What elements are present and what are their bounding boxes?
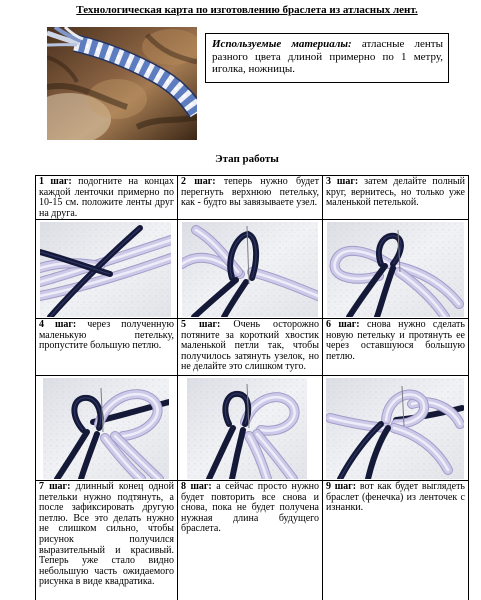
bracelet-photo <box>47 27 197 140</box>
step-1-photo <box>40 222 171 317</box>
step-4-cell <box>35 318 178 376</box>
section-heading: Этап работы <box>215 153 279 165</box>
step-text: теперь нужно будет перегнуть верхнюю петельку, как - будто вы завязываете узел. <box>181 176 319 209</box>
materials-label: Используемые материалы: <box>212 38 352 50</box>
step-text: вот как будет выглядеть браслет (фенечка) из ленточек с изнанки. <box>326 481 465 514</box>
step-text: снова нужно сделать новую петельку и протянуть ее через оставшуюся большую петлю. <box>326 319 465 362</box>
step-label: 9 шаг: <box>326 481 357 492</box>
step-1-photo-cell <box>35 219 178 319</box>
step-3-photo-cell <box>322 219 469 319</box>
step-label: 3 шаг: <box>326 176 359 187</box>
step-5-photo <box>187 378 307 479</box>
step-4-photo-cell <box>35 375 178 481</box>
step-6-photo-cell <box>322 375 469 481</box>
step-3-photo <box>327 222 464 317</box>
document-title: Технологическая карта по изготовлению браслета из атласных лент. <box>76 4 418 16</box>
materials-text: атласные ленты разного цвета длиной примерно по 1 метру, иголка, ножницы. <box>212 38 443 75</box>
step-text: через полученную маленькую петельку, пропустите большую петлю. <box>39 319 174 352</box>
step-label: 2 шаг: <box>181 176 216 187</box>
step-9-cell <box>322 480 469 600</box>
step-text: а сейчас просто нужно будет повторить все снова и снова, пока не будет получена нужная длина будущего браслета. <box>181 481 320 535</box>
step-2-photo-cell <box>177 219 323 319</box>
materials-box <box>205 33 449 83</box>
step-1-cell <box>35 175 178 220</box>
step-5-photo-cell <box>177 375 323 481</box>
step-label: 7 шаг: <box>39 481 71 492</box>
step-label: 8 шаг: <box>181 481 212 492</box>
step-text: затем делайте полный круг, вернитесь, но только уже маленькой петелькой. <box>326 176 465 209</box>
step-text: подогните на концах каждой ленточки примерно по 10-15 см. положите ленты друг на друга. <box>39 176 174 219</box>
step-6-cell <box>322 318 469 376</box>
step-8-cell <box>177 480 323 600</box>
step-2-photo <box>182 222 318 317</box>
step-label: 4 шаг: <box>39 319 77 330</box>
step-2-cell <box>177 175 323 220</box>
step-label: 1 шаг: <box>39 176 72 187</box>
step-text: длинный конец одной петельки нужно подтянуть, а после зафиксировать другую петлю. Все это делать нужно не слишком сильно, чтобы рисунок получился выразительный и красивый. Теперь уже стало видно небольшую часть ожидаемого рисунка в виде квадратика. <box>39 481 174 588</box>
step-4-photo <box>43 378 169 479</box>
step-label: 6 шаг: <box>326 319 360 330</box>
step-5-cell <box>177 318 323 376</box>
step-3-cell <box>322 175 469 220</box>
step-label: 5 шаг: <box>181 319 221 330</box>
step-text: Очень осторожно потяните за короткий хвостик маленькой петли так, чтобы получилось затянуть узелок, но не делайте это слишком туго. <box>181 319 319 373</box>
step-7-cell <box>35 480 178 600</box>
step-6-photo <box>326 378 464 479</box>
